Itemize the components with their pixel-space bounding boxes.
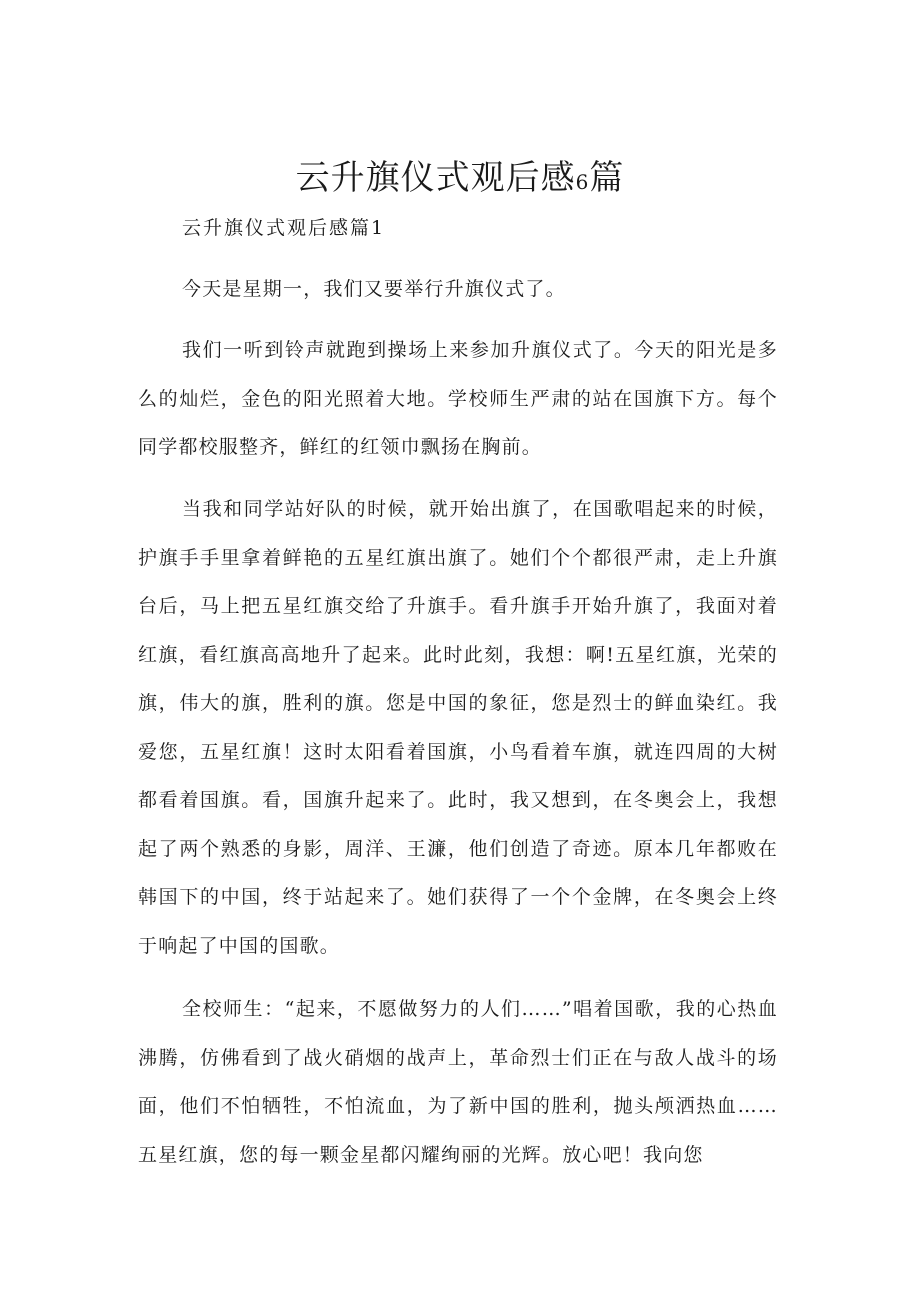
paragraph-4: 全校师生：“起来，不愿做努力的人们……”唱着国歌，我的心热血沸腾，仿佛看到了战火硝烟的战声上，革命烈士们正在与敌人战斗的场面，他们不怕牺牲，不怕流血，为了新中国的胜利，抛头颅洒热血……五星红旗，您的每一颗金星都闪耀绚丽的光辉。放心吧！我向您	[138, 998, 778, 1166]
document-title-number: 6	[575, 170, 590, 194]
document-title-suffix: 篇	[589, 158, 625, 198]
paragraph-3: 当我和同学站好队的时候，就开始出旗了，在国歌唱起来的时候，护旗手手里拿着鲜艳的五星红旗出旗了。她们个个都很严肃，走上升旗台后，马上把五星红旗交给了升旗手。看升旗手开始升旗了，我面对着红旗，看红旗高高地升了起来。此时此刻，我想：啊!五星红旗，光荣的旗，伟大的旗，胜利的旗。您是中国的象征，您是烈士的鲜血染红。我爱您，五星红旗！这时太阳看着国旗，小鸟看着车旗，就连四周的大树都看着国旗。看，国旗升起来了。此时，我又想到，在冬奥会上，我想起了两个熟悉的身影，周洋、王濂，他们创造了奇迹。原本几年都败在韩国下的中国，终于站起来了。她们获得了一个个金牌，在冬奥会上终于响起了中国的国歌。	[138, 498, 778, 957]
paragraph-1: 今天是星期一，我们又要举行升旗仪式了。	[182, 278, 566, 300]
document-title-main: 云升旗仪式观后感	[295, 158, 576, 198]
paragraph-2: 我们一听到铃声就跑到操场上来参加升旗仪式了。今天的阳光是多么的灿烂，金色的阳光照着大地。学校师生严肃的站在国旗下方。每个同学都校服整齐，鲜红的红领巾飘扬在胸前。	[138, 339, 778, 458]
section-heading: 云升旗仪式观后感篇1	[182, 217, 386, 239]
document-title	[0, 150, 920, 210]
